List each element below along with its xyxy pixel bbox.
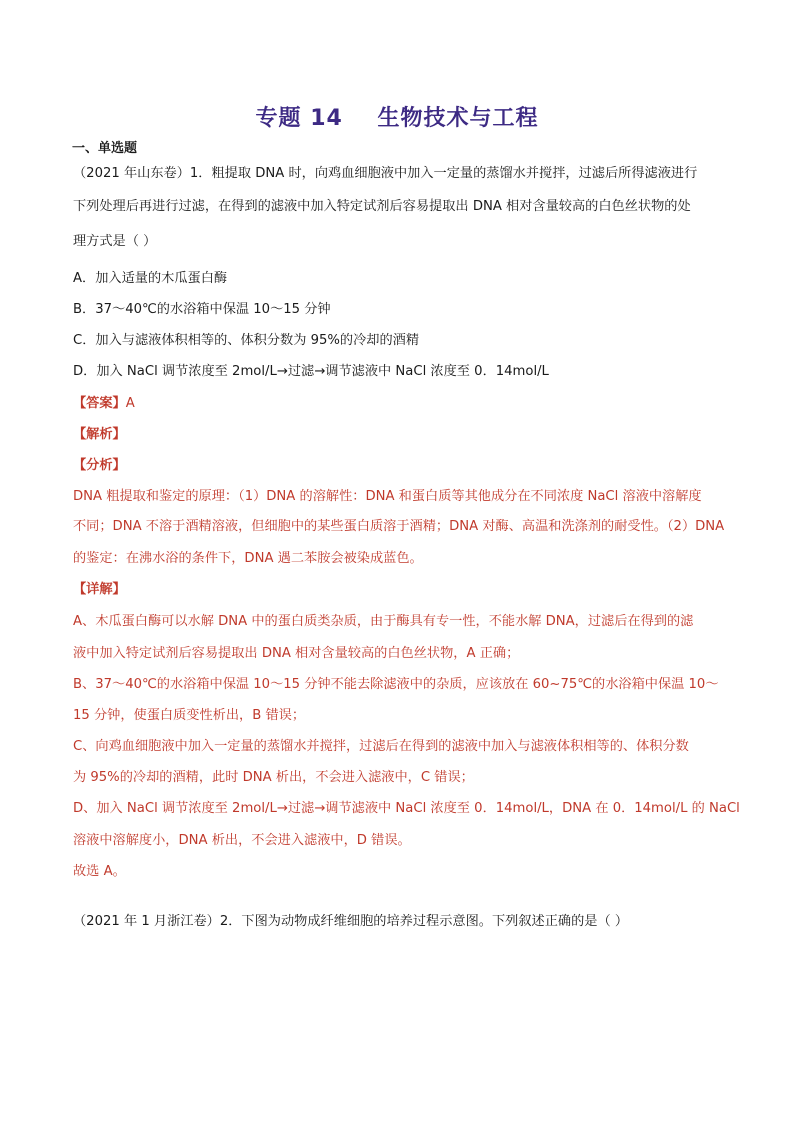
fenxi-label: 【分析】 <box>73 458 126 473</box>
question-2-stem: （2021 年 1 月浙江卷）2．下图为动物成纤维细胞的培养过程示意图。下列叙述正确的是（ ） <box>73 914 629 929</box>
question-stem-line: （2021 年山东卷）1．粗提取 DNA 时，向鸡血细胞液中加入一定量的蒸馏水并搅拌，过滤后所得滤液进行 <box>73 166 698 181</box>
answer-row <box>73 395 135 413</box>
detail-line: 15 分钟，使蛋白质变性析出，B 错误； <box>73 708 306 723</box>
detail-line: D、加入 NaCl 调节浓度至 2mol/L→过滤→调节滤液中 NaCl 浓度至 0．14mol/L，DNA 在 0．14mol/L 的 NaCl <box>73 801 740 816</box>
answer-label: 【答案】 <box>73 396 126 411</box>
analysis-line: 的鉴定：在沸水浴的条件下，DNA 遇二苯胺会被染成蓝色。 <box>73 551 423 566</box>
analysis-line: DNA 粗提取和鉴定的原理：（1）DNA 的溶解性：DNA 和蛋白质等其他成分在不同浓度 NaCl 溶液中溶解度 <box>73 489 702 504</box>
option-a: A．加入适量的木瓜蛋白酶 <box>73 271 228 286</box>
detail-line: C、向鸡血细胞液中加入一定量的蒸馏水并搅拌，过滤后在得到的滤液中加入与滤液体积相等的、体积分数 <box>73 739 689 754</box>
detail-line: 溶液中溶解度小，DNA 析出，不会进入滤液中，D 错误。 <box>73 833 411 848</box>
option-b: B．37～40℃的水浴箱中保温 10～15 分钟 <box>73 302 331 317</box>
detail-line: A、木瓜蛋白酶可以水解 DNA 中的蛋白质类杂质，由于酶具有专一性，不能水解 DNA，过滤后在得到的滤 <box>73 614 694 629</box>
question-stem-line: 下列处理后再进行过滤，在得到的滤液中加入特定试剂后容易提取出 DNA 相对含量较高的白色丝状物的处 <box>73 199 691 214</box>
detail-line: B、37～40℃的水浴箱中保温 10～15 分钟不能去除滤液中的杂质，应该放在 60~75℃的水浴箱中保温 10～ <box>73 677 719 692</box>
section-heading: 一、单选题 <box>72 141 138 156</box>
option-d: D．加入 NaCl 调节浓度至 2mol/L→过滤→调节滤液中 NaCl 浓度至 0．14mol/L <box>73 364 549 379</box>
detail-line: 液中加入特定试剂后容易提取出 DNA 相对含量较高的白色丝状物，A 正确； <box>73 646 520 661</box>
detail-label: 【详解】 <box>73 582 126 597</box>
page-title: 专题 14 生物技术与工程 <box>255 106 539 131</box>
answer-value: A <box>125 396 135 411</box>
analysis-line: 不同；DNA 不溶于酒精溶液，但细胞中的某些蛋白质溶于酒精；DNA 对酶、高温和洗涤剂的耐受性。（2）DNA <box>73 519 725 534</box>
option-c: C．加入与滤液体积相等的、体积分数为 95%的冷却的酒精 <box>73 333 420 348</box>
detail-line: 故选 A。 <box>73 864 126 879</box>
detail-line: 为 95%的冷却的酒精，此时 DNA 析出，不会进入滤液中，C 错误； <box>73 770 474 785</box>
analysis-label: 【解析】 <box>73 427 126 442</box>
question-stem-line: 理方式是（ ） <box>73 234 157 249</box>
